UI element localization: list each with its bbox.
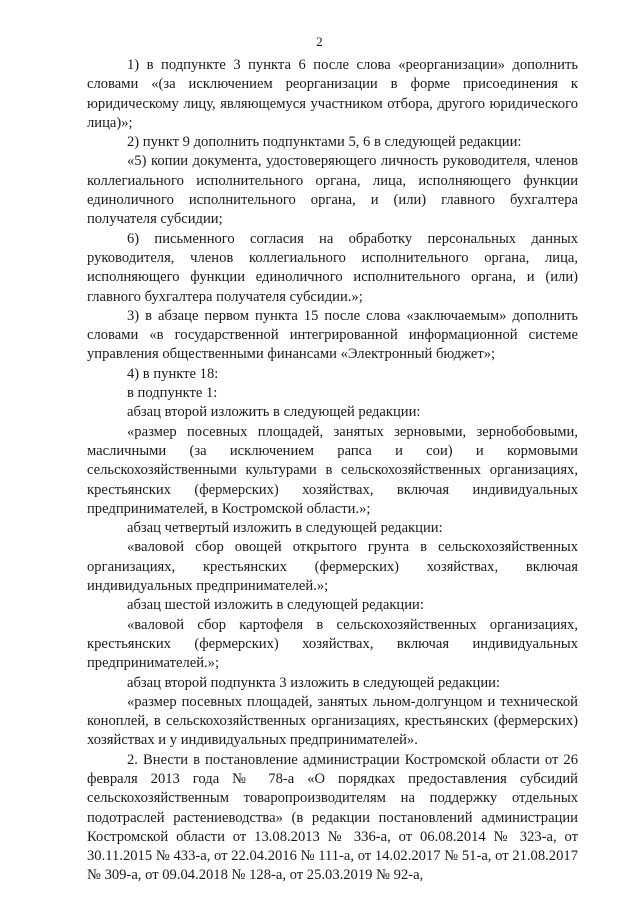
- paragraph-11: «валовой сбор овощей открытого грунта в сельскохозяйственных организациях, крестьянских (фермерских) хозяйствах, включая индивидуальных предпринимателей.»;: [87, 539, 578, 595]
- paragraph-15: «размер посевных площадей, занятых льном-долгунцом и технической коноплей, в сельскохозяйственных организациях, крестьянских (фермерских) хозяйствах и у индивидуальных предпринимателей».: [87, 693, 578, 749]
- paragraph-13: «валовой сбор картофеля в сельскохозяйственных организациях, крестьянских (фермерских) хозяйствах, включая индивидуальных предпринимателей.»;: [87, 616, 578, 672]
- paragraph-3: «5) копии документа, удостоверяющего личность руководителя, членов коллегиального исполнительного органа, лица, исполняющего функции единоличного исполнительного органа, и (или) главного бухгалтера получателя субсидии;: [87, 153, 578, 228]
- paragraph-2: 2) пункт 9 дополнить подпунктами 5, 6 в следующей редакции:: [127, 134, 522, 151]
- paragraph-9: «размер посевных площадей, занятых зерновыми, зернобобовыми, масличными (за исключением рапса и сои) и кормовыми сельскохозяйственными культурами в сельскохозяйственных организациях, крестьянских (фермерских) хозяйствах, включая индивидуальных предпринимателей, в Костромской области.»;: [87, 423, 578, 517]
- document-body: [87, 56, 578, 886]
- page-number: 2: [316, 34, 323, 49]
- paragraph-5: 3) в абзаце первом пункта 15 после слова «заключаемым» дополнить словами «в государственной интегрированной информационной системе управления общественными финансами «Электронный бюджет»;: [87, 307, 578, 363]
- paragraph-1: 1) в подпункте 3 пункта 6 после слова «реорганизации» дополнить словами «(за исключением реорганизации в форме присоединения к юридическому лицу, являющемуся участником отбора, другого юридического лица)»;: [87, 57, 578, 131]
- paragraph-12: абзац шестой изложить в следующей редакции:: [127, 597, 424, 614]
- paragraph-4: 6) письменного согласия на обработку персональных данных руководителя, членов коллегиального исполнительного органа, лица, исполняющего функции единоличного исполнительного органа, и (или) главного бухгалтера получателя субсидии.»;: [87, 230, 578, 305]
- paragraph-8: абзац второй изложить в следующей редакции:: [127, 404, 421, 421]
- paragraph-6: 4) в пункте 18:: [127, 365, 219, 382]
- paragraph-16: 2. Внести в постановление администрации Костромской области от 26 февраля 2013 года № 78-а «О порядках предоставления субсидий сельскохозяйственным товаропроизводителям на поддержку отдельных подотраслей растениеводства» (в редакции постановлений администрации Костромской области от 13.08.2013 № 336-а, от 06.08.2014 № 323-а, от 30.11.2015 № 433-а, от 22.04.2016 № 111-а, от 14.02.2017 № 51-а, от 21.08.2017 № 309-а, от 09.04.2018 № 128-а, от 25.03.2019 № 92-а,: [87, 751, 578, 884]
- paragraph-7: в подпункте 1:: [127, 385, 218, 402]
- paragraph-10: абзац четвертый изложить в следующей редакции:: [127, 520, 443, 537]
- paragraph-14: абзац второй подпункта 3 изложить в следующей редакции:: [127, 674, 501, 691]
